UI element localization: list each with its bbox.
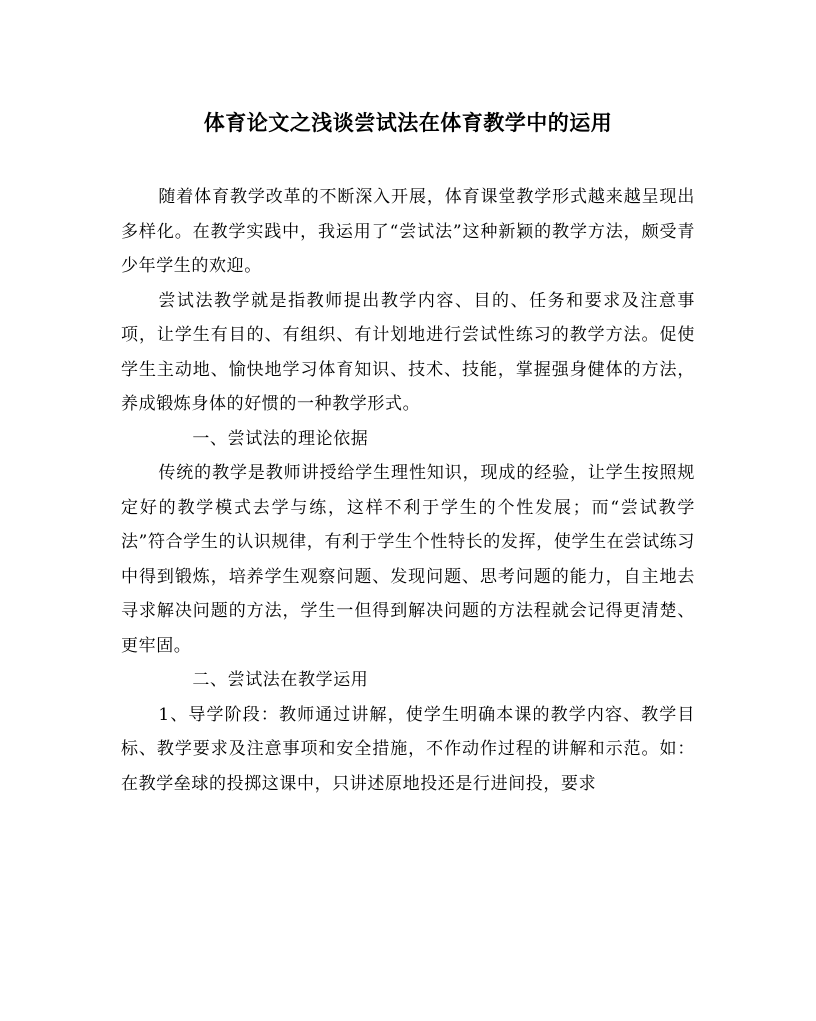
section-heading-application: 二、尝试法在教学运用 bbox=[192, 670, 369, 690]
definition-paragraph: 尝试法教学就是指教师提出教学内容、目的、任务和要求及注意事项，让学生有目的、有组织、有计划地进行尝试性练习的教学方法。促使学生主动地、愉快地学习体育知识、技术、技能，掌握强身健体的方法，养成锻炼身体的好惯的一种教学形式。 bbox=[121, 290, 695, 414]
document-body bbox=[121, 180, 695, 801]
document-title: 体育论文之浅谈尝试法在体育教学中的运用 bbox=[203, 110, 613, 135]
guided-stage-paragraph: 1、导学阶段：教师通过讲解，使学生明确本课的教学内容、教学目标、教学要求及注意事项和安全措施，不作动作过程的讲解和示范。如：在教学垒球的投掷这课中，只讲述原地投还是行进间投，要求 bbox=[121, 704, 695, 794]
section-heading-theory: 一、尝试法的理论依据 bbox=[192, 428, 369, 449]
theory-paragraph: 传统的教学是教师讲授给学生理性知识，现成的经验，让学生按照规定好的教学模式去学与练，这样不利于学生的个性发展；而“尝试教学法”符合学生的认识规律，有利于学生个性特长的发挥，使学生在尝试练习中得到锻炼，培养学生观察问题、发现问题、思考问题的能力，自主地去寻求解决问题的方法，学生一但得到解决问题的方法程就会记得更清楚、更牢固。 bbox=[121, 463, 695, 656]
intro-paragraph: 随着体育教学改革的不断深入开展，体育课堂教学形式越来越呈现出多样化。在教学实践中，我运用了“尝试法”这种新颖的教学方法，颇受青少年学生的欢迎。 bbox=[121, 187, 695, 276]
